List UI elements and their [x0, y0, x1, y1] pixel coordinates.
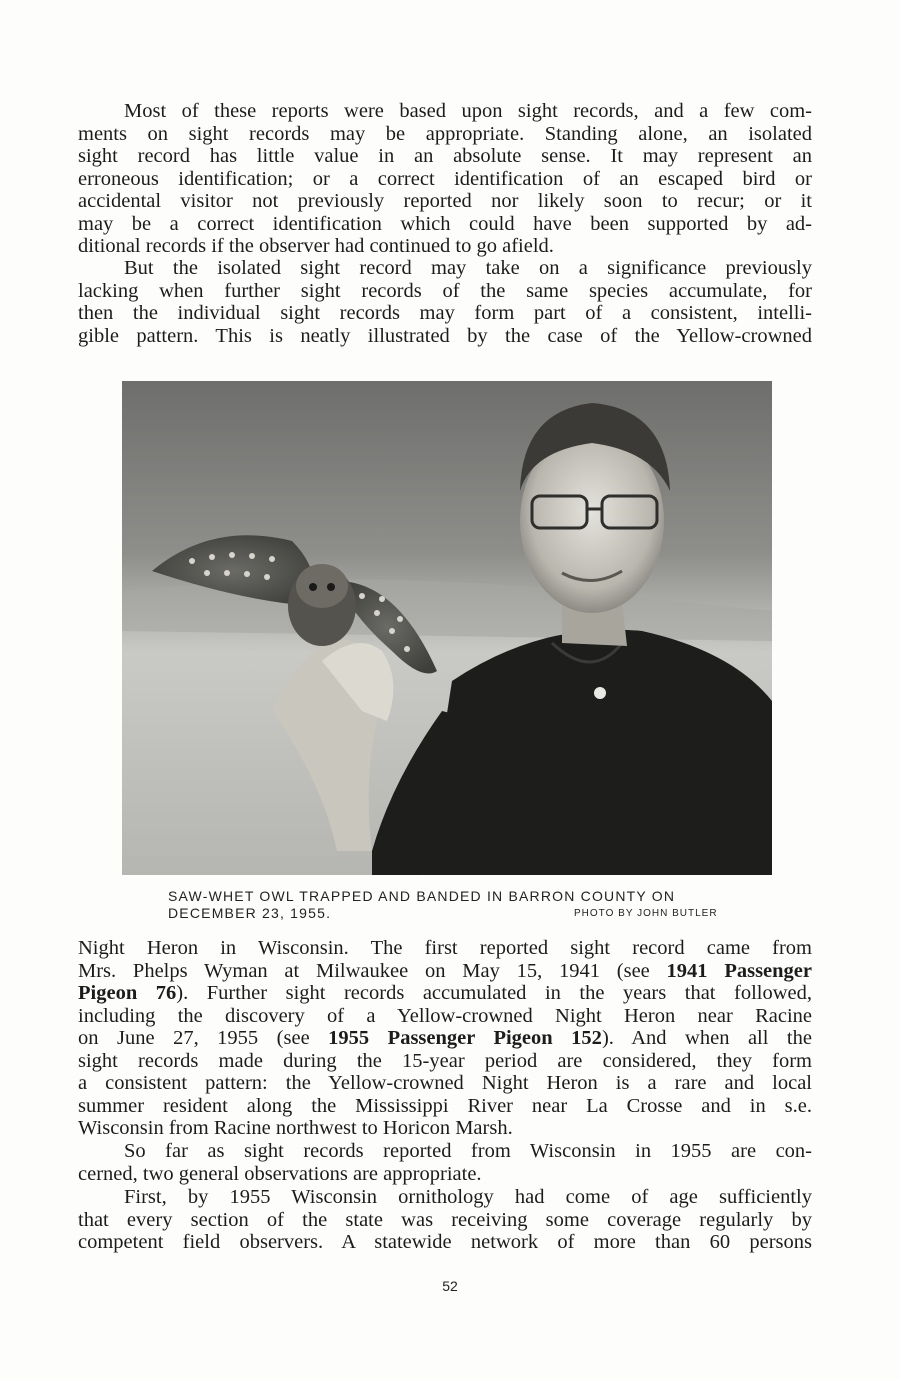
paragraph-statewide-network	[78, 1186, 812, 1254]
text-line: ments on sight records may be appropriate. Standing alone, an isolated	[78, 122, 812, 145]
photo-credit: PHOTO BY JOHN BUTLER	[574, 908, 718, 919]
text-line: lacking when further sight records of the same species accumulate, for	[78, 279, 812, 302]
text-segment: Mrs. Phelps Wyman at Milwaukee on May 15, 1941 (see	[78, 959, 667, 982]
text-line: gible pattern. This is neatly illustrated by the case of the Yellow-crowned	[78, 324, 812, 347]
text-segment: ). And when all the	[601, 1027, 812, 1049]
text-line: including the discovery of a Yellow-crowned Night Heron near Racine	[78, 1004, 812, 1027]
photo-saw-whet-owl	[122, 381, 772, 875]
text-line: So far as sight records reported from Wisconsin in 1955 are con-	[124, 1140, 812, 1162]
text-line: accidental visitor not previously reported nor likely soon to recur; or it	[78, 190, 812, 212]
photo-caption-line: DECEMBER 23, 1955.	[168, 905, 332, 921]
paragraph-sight-records	[78, 100, 812, 258]
text-segment: ). Further sight records accumulated in the years that followed,	[176, 982, 813, 1004]
text-line: sight record has little value in an absolute sense. It may represent an	[78, 145, 812, 167]
text-line: But the isolated sight record may take on a significance previously	[124, 257, 812, 279]
text-line: Wisconsin from Racine northwest to Horicon Marsh.	[78, 1117, 513, 1139]
page-number: 52	[442, 1278, 458, 1294]
text-line: a consistent pattern: the Yellow-crowned Night Heron is a rare and local	[78, 1072, 812, 1094]
text-line: Night Heron in Wisconsin. The first reported sight record came from	[78, 937, 812, 959]
paragraph-night-heron	[78, 937, 812, 1140]
text-line: cerned, two general observations are appropriate.	[78, 1162, 482, 1185]
text-line: may be a correct identification which could have been supported by ad-	[78, 212, 812, 235]
citation-bold: 1941 Passenger	[666, 959, 812, 982]
paragraph-1955-records	[78, 1140, 812, 1185]
text-line: then the individual sight records may form part of a consistent, intelli-	[78, 302, 812, 324]
text-segment: on June 27, 1955 (see	[78, 1027, 329, 1049]
text-line: ditional records if the observer had continued to go afield.	[78, 235, 554, 257]
photo-caption-line: SAW-WHET OWL TRAPPED AND BANDED IN BARRON COUNTY ON	[168, 888, 676, 904]
text-line: that every section of the state was receiving some coverage regularly by	[78, 1208, 812, 1231]
paragraph-isolated-record	[78, 257, 812, 347]
text-line: sight records made during the 15-year period are considered, they form	[78, 1049, 812, 1072]
citation-bold: Pigeon 76	[78, 982, 177, 1004]
text-line: Most of these reports were based upon sight records, and a few com-	[124, 100, 812, 122]
text-line	[78, 960, 812, 983]
text-line	[78, 1027, 812, 1050]
citation-bold: 1955 Passenger Pigeon 152	[328, 1027, 602, 1049]
text-line: First, by 1955 Wisconsin ornithology had come of age sufficiently	[124, 1186, 812, 1208]
text-line: summer resident along the Mississippi River near La Crosse and in s.e.	[78, 1094, 812, 1117]
text-line: competent field observers. A statewide network of more than 60 persons	[78, 1231, 812, 1253]
text-line	[78, 982, 812, 1005]
text-line: erroneous identification; or a correct identification of an escaped bird or	[78, 167, 812, 190]
